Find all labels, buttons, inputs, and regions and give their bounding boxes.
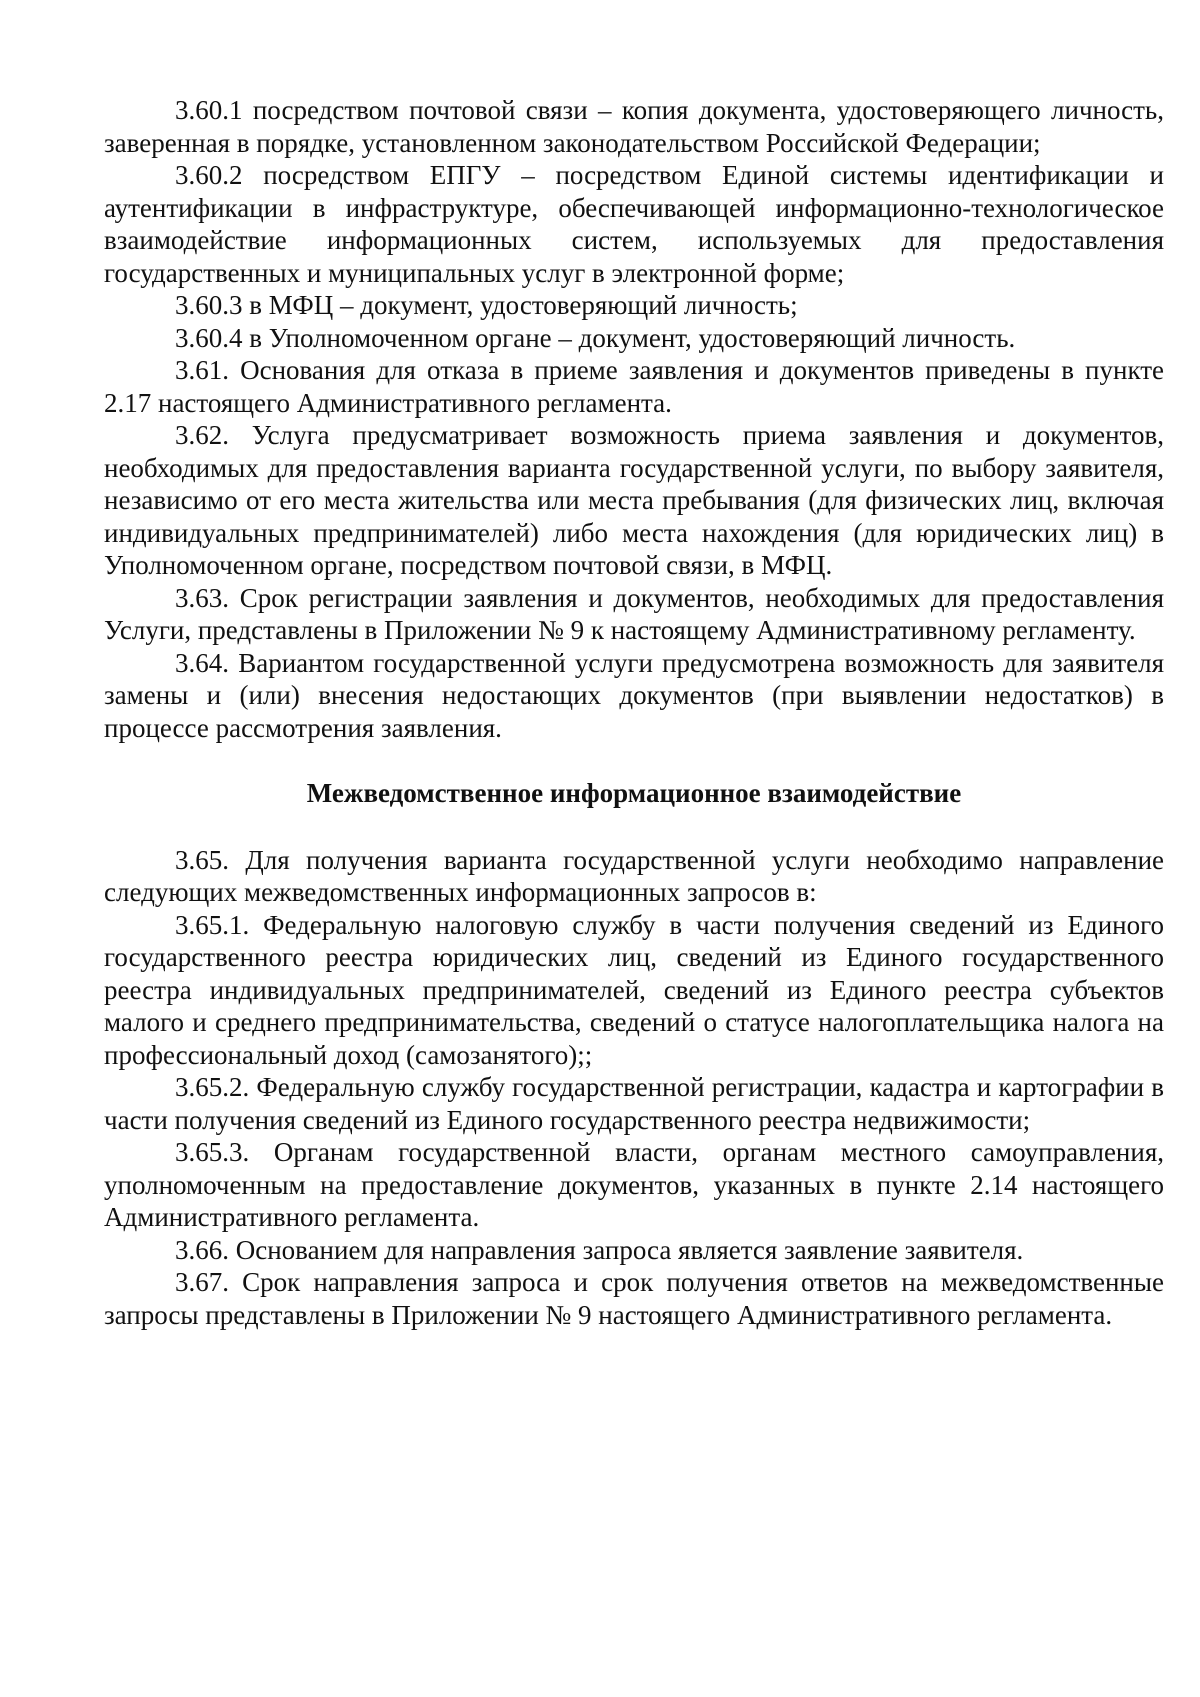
paragraph-3-62: 3.62. Услуга предусматривает возможность приема заявления и документов, необходимых для предоставления варианта государственной услуги, по выбору заявителя, независимо от его места жительства или места пребывания (для физических лиц, включая индивидуальных предпринимателей) либо места нахождения (для юридических лиц) в Уполномоченном органе, посредством почтовой связи, в МФЦ.: [104, 420, 1164, 580]
paragraph-3-64: 3.64. Вариантом государственной услуги предусмотрена возможность для заявителя замены и (или) внесения недостающих документов (при выявлении недостатков) в процессе рассмотрения заявления.: [104, 647, 1164, 743]
paragraph-3-63: 3.63. Срок регистрации заявления и документов, необходимых для предоставления Услуги, представлены в Приложении № 9 к настоящему Административному регламенту.: [104, 582, 1164, 645]
paragraph-3-65: 3.65. Для получения варианта государственной услуги необходимо направление следующих межведомственных информационных запросов в:: [104, 844, 1164, 907]
section-heading: Межведомственное информационное взаимодействие: [306, 778, 962, 808]
paragraph-3-66: 3.66. Основанием для направления запроса является заявление заявителя.: [175, 1234, 1024, 1265]
paragraph-3-60-1: 3.60.1 посредством почтовой связи – копия документа, удостоверяющего личность, заверенная в порядке, установленном законодательством Российской Федерации;: [104, 95, 1164, 158]
paragraph-3-60-4: 3.60.4 в Уполномоченном органе – документ, удостоверяющий личность.: [175, 322, 1016, 353]
paragraph-3-67: 3.67. Срок направления запроса и срок получения ответов на межведомственные запросы представлены в Приложении № 9 настоящего Административного регламента.: [104, 1267, 1164, 1330]
document-page: [104, 94, 1164, 1331]
paragraph-3-65-3: 3.65.3. Органам государственной власти, органам местного самоуправления, уполномоченным на предоставление документов, указанных в пункте 2.14 настоящего Административного регламента.: [104, 1137, 1164, 1232]
paragraph-3-61: 3.61. Основания для отказа в приеме заявления и документов приведены в пункте 2.17 настоящего Административного регламента.: [104, 355, 1164, 418]
paragraph-3-60-3: 3.60.3 в МФЦ – документ, удостоверяющий личность;: [175, 290, 798, 320]
paragraph-3-65-2: 3.65.2. Федеральную службу государственной регистрации, кадастра и картографии в части получения сведений из Единого государственного реестра недвижимости;: [104, 1072, 1164, 1135]
paragraph-3-60-2: 3.60.2 посредством ЕПГУ – посредством Единой системы идентификации и аутентификации в инфраструктуре, обеспечивающей информационно-технологическое взаимодействие информационных систем, используемых для предоставления государственных и муниципальных услуг в электронной форме;: [104, 160, 1164, 288]
paragraph-3-65-1: 3.65.1. Федеральную налоговую службу в части получения сведений из Единого государственного реестра юридических лиц, сведений из Единого государственного реестра индивидуальных предпринимателей, сведений из Единого реестра субъектов малого и среднего предпринимательства, сведений о статусе налогоплательщика налога на профессиональный доход (самозанятого);;: [104, 909, 1164, 1070]
